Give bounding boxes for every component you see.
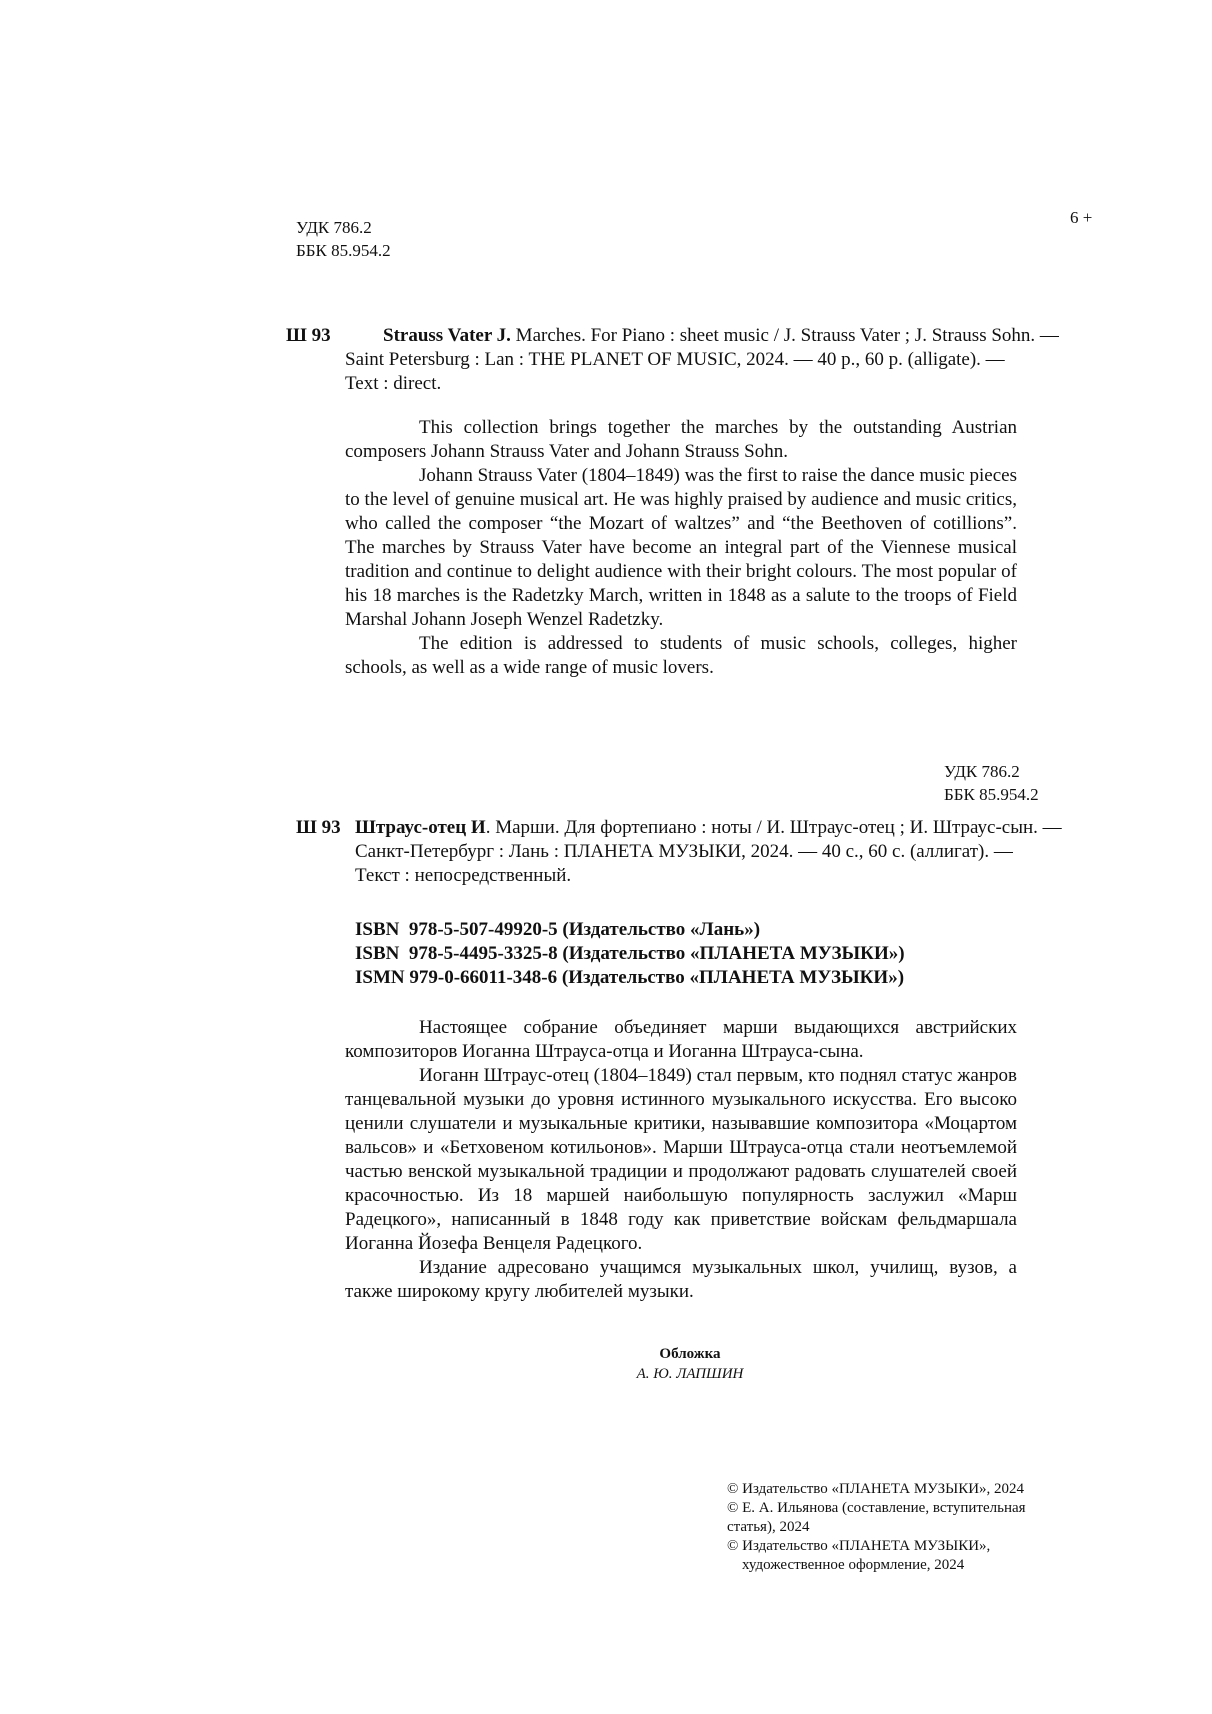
annotation-paragraph: This collection brings together the marches by the outstanding Austrian composers Johann Strauss Vater and Johann Strauss Sohn. — [345, 417, 1017, 462]
age-rating: 6 + — [1070, 208, 1093, 227]
udk-bbk-right — [944, 760, 1039, 806]
bbk-code: ББК 85.954.2 — [944, 785, 1039, 804]
copyright-block — [727, 1480, 1067, 1575]
author-mark: Ш 93 — [286, 325, 331, 346]
annotation-paragraph: Настоящее собрание объединяет марши выдающихся австрийских композиторов Иоганна Штрауса-отца и Иоганна Штрауса-сына. — [345, 1017, 1017, 1062]
catalog-entry-english — [286, 324, 1096, 396]
entry-imprint: Saint Petersburg : Lan : THE PLANET OF MUSIC, 2024. — 40 p., 60 p. (alligate). — — [345, 349, 1005, 370]
entry-media-type: Текст : непосредственный. — [355, 865, 572, 886]
isbn-block — [355, 918, 905, 990]
isbn-line: ISBN 978-5-4495-3325-8 (Издательство «ПЛАНЕТА МУЗЫКИ») — [355, 943, 905, 964]
copyright-line: © Издательство «ПЛАНЕТА МУЗЫКИ», — [727, 1538, 991, 1554]
cover-credit — [560, 1344, 820, 1384]
copyright-line: © Издательство «ПЛАНЕТА МУЗЫКИ», 2024 — [727, 1481, 1025, 1497]
author-mark: Ш 93 — [296, 817, 341, 838]
cover-label: Обложка — [659, 1346, 721, 1362]
cover-artist: А. Ю. ЛАПШИН — [636, 1366, 744, 1382]
udk-code: УДК 786.2 — [296, 218, 372, 237]
catalog-entry-russian — [296, 816, 1096, 888]
entry-title: Marches. For Piano : sheet music / J. Strauss Vater ; J. Strauss Sohn. — — [510, 325, 1059, 346]
entry-imprint: Санкт-Петербург : Лань : ПЛАНЕТА МУЗЫКИ, 2024. — 40 с., 60 с. (аллигат). — — [355, 841, 1013, 862]
copyright-line: художественное оформление, 2024 — [742, 1557, 965, 1573]
isbn-line: ISBN 978-5-507-49920-5 (Издательство «Лань») — [355, 919, 761, 940]
entry-media-type: Text : direct. — [345, 373, 442, 394]
copyright-line: статья), 2024 — [727, 1519, 810, 1535]
annotation-paragraph: Иоганн Штраус-отец (1804–1849) стал первым, кто поднял статус жанров танцевальной музыки до уровня истинного музыкального искусства. Его высоко ценили слушатели и музыкальные критики, называвшие композитора «Моцартом вальсов» и «Бетховеном котильонов». Марши Штрауса-отца стали неотъемлемой частью венской музыкальной традиции и продолжают радовать слушателей своей красочностью. Из 18 маршей наибольшую популярность заслужил «Марш Радецкого», написанный в 1848 году как приветствие войскам фельдмаршала Иоганна Йозефа Венцеля Радецкого. — [345, 1065, 1017, 1254]
ismn-line: ISMN 979-0-66011-348-6 (Издательство «ПЛАНЕТА МУЗЫКИ») — [355, 967, 905, 988]
udk-bbk-top — [296, 216, 391, 262]
annotation-paragraph: Johann Strauss Vater (1804–1849) was the first to raise the dance music pieces to the level of genuine musical art. He was highly praised by audience and music critics, who called the composer “the Mozart of waltzes” and “the Beethoven of cotillions”. The marches by Strauss Vater have become an integral part of the Viennese musical tradition and continue to delight audience with their bright colours. The most popular of his 18 marches is the Radetzky March, written in 1848 as a salute to the troops of Field Marshal Johann Joseph Wenzel Radetzky. — [345, 465, 1017, 630]
bbk-code: ББК 85.954.2 — [296, 241, 391, 260]
annotation-paragraph: The edition is addressed to students of music schools, colleges, higher schools, as well as a wide range of music lovers. — [345, 633, 1017, 678]
entry-author: Штраус-отец И — [355, 817, 486, 838]
annotation-english — [345, 416, 1017, 680]
copyright-line: © Е. А. Ильянова (составление, вступительная — [727, 1500, 1026, 1516]
annotation-paragraph: Издание адресовано учащимся музыкальных школ, училищ, вузов, а также широкому кругу любителей музыки. — [345, 1257, 1017, 1302]
udk-code: УДК 786.2 — [944, 762, 1020, 781]
entry-title: . Марши. Для фортепиано : ноты / И. Штраус-отец ; И. Штраус-сын. — — [485, 817, 1062, 838]
entry-author: Strauss Vater J. — [383, 325, 511, 346]
annotation-russian — [345, 1016, 1017, 1304]
